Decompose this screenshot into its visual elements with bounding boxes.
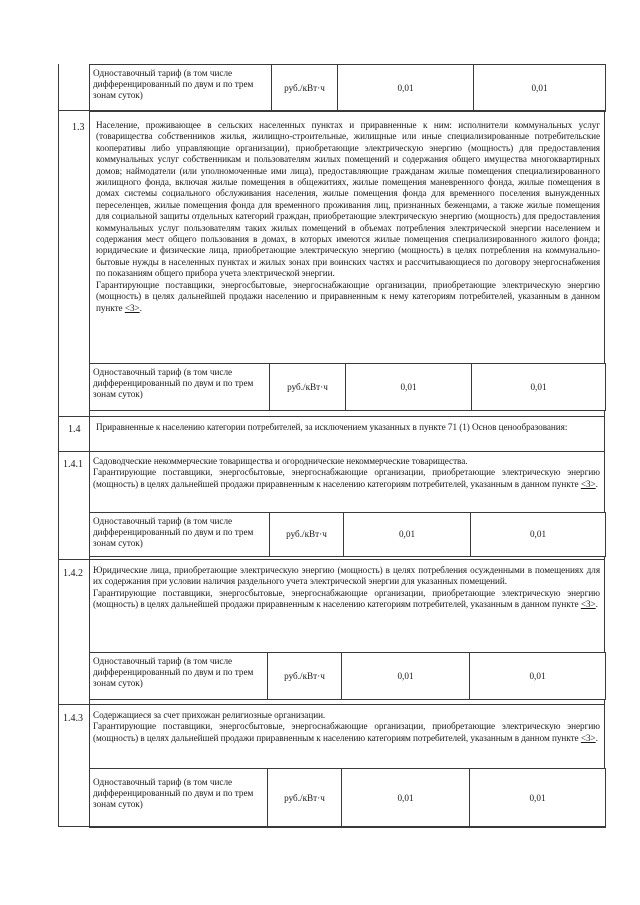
tariff-row-1-3 [89, 363, 606, 411]
section-paragraph: Гарантирующие поставщики, энергосбытовые, энергоснабжающие организации, приобретающие электрическую энергию (мощность) в целях дальнейшей продажи приравненным к населению категориям потребителей, указанным в данном пункте <3>. [93, 587, 600, 610]
table-right-border [604, 64, 605, 827]
footnote-ref-link[interactable]: <3> [580, 478, 596, 489]
tariff-unit: руб./кВт·ч [268, 653, 342, 699]
footnote-ref-link[interactable]: <3> [580, 599, 596, 610]
tariff-value-2: 0,01 [529, 792, 546, 803]
section-paragraph: Садоводческие некоммерческие товарищества и огороднические некоммерческие товарищества. [93, 456, 468, 466]
tariff-row-top [89, 64, 606, 112]
row-separator [58, 451, 605, 452]
section-1-4-3-text [93, 710, 600, 744]
row-separator [58, 559, 605, 560]
tariff-value-2: 0,01 [531, 82, 548, 93]
tariff-value-1: 0,01 [342, 653, 470, 699]
tariff-unit: руб./кВт·ч [272, 65, 338, 111]
tariff-unit: руб./кВт·ч [270, 513, 344, 556]
tariff-value-1: 0,01 [346, 364, 472, 410]
tariff-label: Одноставочный тариф (в том числе дифференцированный по двум и по трем зонам суток) [90, 513, 270, 556]
footnote-ref-link[interactable]: <3> [580, 732, 596, 743]
row-separator [58, 416, 605, 417]
section-number: 1.4.3 [63, 713, 83, 724]
section-paragraph: Содержащиеся за счет прихожан религиозные организации. [93, 710, 326, 720]
tariff-value-2: 0,01 [530, 381, 547, 392]
section-number: 1.4 [68, 424, 81, 435]
tariff-value-1: 0,01 [342, 769, 470, 827]
row-separator [58, 826, 605, 827]
section-1-4-text [96, 422, 600, 433]
section-number: 1.4.1 [63, 459, 83, 470]
section-number: 1.3 [72, 122, 85, 133]
section-1-4-2-text [93, 565, 600, 611]
tariff-label: Одноставочный тариф (в том числе дифференцированный по двум и по трем зонам суток) [90, 769, 268, 827]
tariff-label: Одноставочный тариф (в том числе дифференцированный по двум и по трем зонам суток) [90, 364, 270, 410]
row-separator [58, 704, 605, 705]
row-separator [58, 110, 605, 111]
table-left-border [58, 64, 59, 827]
section-paragraph: Гарантирующие поставщики, энергосбытовые, энергоснабжающие организации, приобретающие электрическую энергию (мощность) в целях дальнейшей продажи приравненным к населению категориям потребителей, указанным в данном пункте <3>. [93, 467, 600, 489]
tariff-row-1-4-1 [89, 512, 606, 557]
section-paragraph: Гарантирующие поставщики, энергосбытовые, энергоснабжающие организации, приобретающие электрическую энергию (мощность) в целях дальнейшей продажи приравненным к населению категориям потребителей, указанным в данном пункте <3>. [93, 721, 600, 743]
footnote-ref-link[interactable]: <3> [124, 302, 140, 313]
section-paragraph: Приравненные к населению категории потребителей, за исключением указанных в пункте 71 (1) Основ ценообразования: [96, 422, 568, 432]
tariff-value-2: 0,01 [529, 670, 546, 681]
tariff-value-1: 0,01 [344, 513, 471, 556]
tariff-unit: руб./кВт·ч [270, 364, 346, 410]
tariff-row-1-4-3 [89, 768, 606, 828]
tariff-row-1-4-2 [89, 652, 606, 700]
section-paragraph: Население, проживающее в сельских населенных пунктах и приравненные к ним: исполнители коммунальных услуг (товарищества собственников жилья, жилищно-строительные, жилищные или иные специализированные потребительские кооперативы либо управляющие организации), приобретающие электрическую энергию (мощность) для предоставления коммунальных услуг собственникам и пользователям жилых помещений и содержания общего имущества многоквартирных домов; наймодатели (или уполномоченные ими лица), предоставляющие гражданам жилые помещения специализированного жилищного фонда, включая жилые помещения в общежитиях, жилые помещения маневренного фонда, жилые помещения в домах системы социального обслуживания населения, жилые помещения фонда для временного поселения вынужденных переселенцев, жилые помещения фонда для временного проживания лиц, признанных беженцами, а также жилые помещения для социальной защиты отдельных категорий граждан, приобретающие электрическую энергию (мощность) для предоставления коммунальных услуг пользователям таких жилых помещений в объемах потребления электрической энергии населением и содержания мест общего пользования в домах, в которых имеются жилые помещения специализированного жилого фонда; юридические и физические лица, приобретающие электрическую энергию (мощность) в целях потребления на коммунально-бытовые нужды в населенных пунктах и жилых зонах при воинских частях и рассчитывающиеся по договору энергоснабжения по показаниям общего прибора учета электрической энергии. [96, 120, 600, 279]
section-number: 1.4.2 [63, 568, 83, 579]
section-1-3-text [96, 120, 600, 314]
tariff-unit: руб./кВт·ч [268, 769, 342, 827]
number-column-divider [89, 64, 90, 827]
tariff-label: Одноставочный тариф (в том числе дифференцированный по двум и по трем зонам суток) [90, 65, 272, 111]
section-1-4-1-text [93, 456, 600, 490]
tariff-label: Одноставочный тариф (в том числе дифференцированный по двум и по трем зонам суток) [90, 653, 268, 699]
section-paragraph: Гарантирующие поставщики, энергосбытовые, энергоснабжающие организации, приобретающие электрическую энергию (мощность) в целях дальнейшей продажи населению и приравненным к нему категориям потребителей, указанным в данном пункте <3>. [96, 279, 600, 313]
tariff-value-2: 0,01 [529, 529, 547, 539]
tariff-value-1: 0,01 [338, 65, 474, 111]
section-paragraph: Юридические лица, приобретающие электрическую энергию (мощность) в целях потребления осужденными в помещениях для их содержания при условии наличия раздельного учета электрической энергии для указанных помещений. [93, 565, 600, 587]
